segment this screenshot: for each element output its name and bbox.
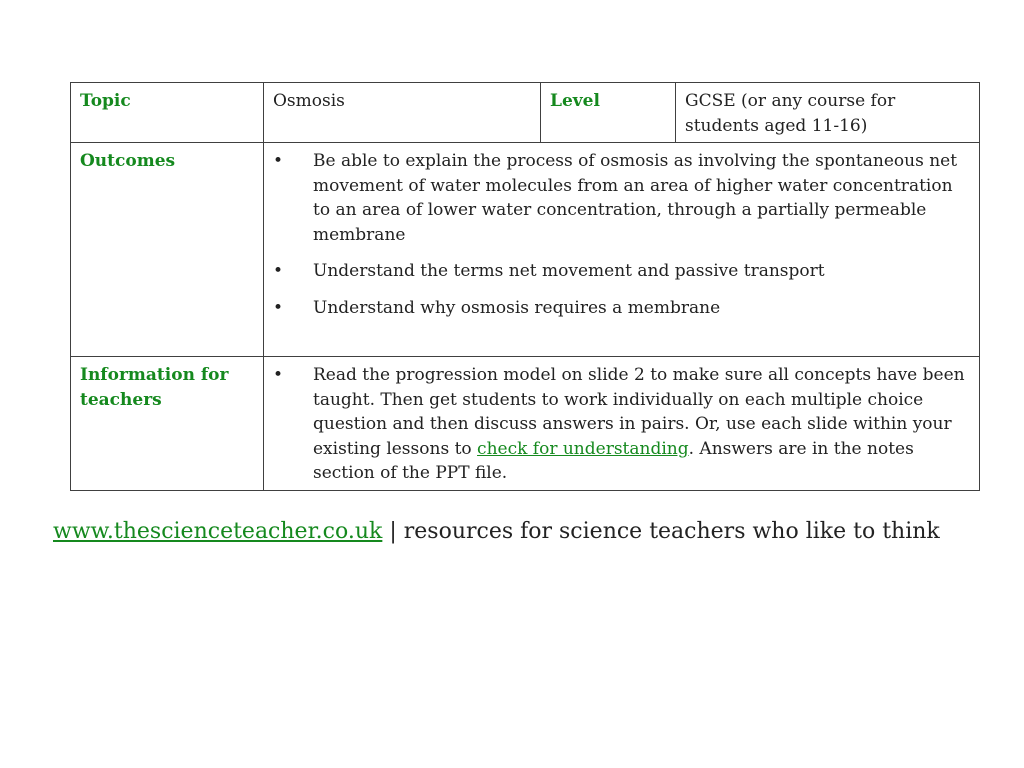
bullet-icon: • — [273, 297, 284, 318]
list-item — [273, 296, 970, 321]
list-item — [273, 363, 970, 486]
topic-row — [71, 83, 980, 143]
outcomes-row — [71, 143, 980, 357]
outcome-text: Understand the terms net movement and passive transport — [313, 261, 825, 281]
footer — [53, 517, 940, 547]
info-cell — [264, 357, 980, 491]
lesson-info-table — [70, 82, 980, 491]
footer-tagline: | resources for science teachers who like to think — [382, 519, 940, 544]
outcomes-label: Outcomes — [71, 143, 264, 357]
info-list — [273, 363, 970, 486]
outcome-text: Be able to explain the process of osmosis as involving the spontaneous net movement of water molecules from an area of higher water concentration to an area of lower water concentration, through a partially permeable membrane — [313, 151, 958, 245]
level-value: GCSE (or any course for students aged 11-16) — [676, 83, 980, 143]
info-text-before: Read the progression model on slide 2 to make sure all concepts have been taught. Then get students to work individually on each multiple choice question and then discuss answers in pairs. Or, use each slide within your existing lessons to — [313, 365, 965, 459]
list-item — [273, 259, 970, 284]
outcomes-cell — [264, 143, 980, 357]
outcome-text: Understand why osmosis requires a membrane — [313, 297, 721, 318]
site-link[interactable]: www.thescienceteacher.co.uk — [53, 519, 383, 544]
info-label: Information for teachers — [71, 357, 264, 491]
bullet-icon: • — [273, 365, 284, 385]
info-row — [71, 357, 980, 491]
level-label: Level — [541, 83, 676, 143]
topic-label: Topic — [71, 83, 264, 143]
bullet-icon: • — [273, 261, 284, 281]
topic-value: Osmosis — [264, 83, 541, 143]
bullet-icon: • — [273, 151, 284, 171]
outcomes-list — [273, 149, 970, 320]
info-text-after: . Answers are in the notes section of the PPT file. — [313, 438, 914, 483]
check-for-understanding-link[interactable]: check for understanding — [477, 438, 689, 459]
list-item — [273, 149, 970, 247]
